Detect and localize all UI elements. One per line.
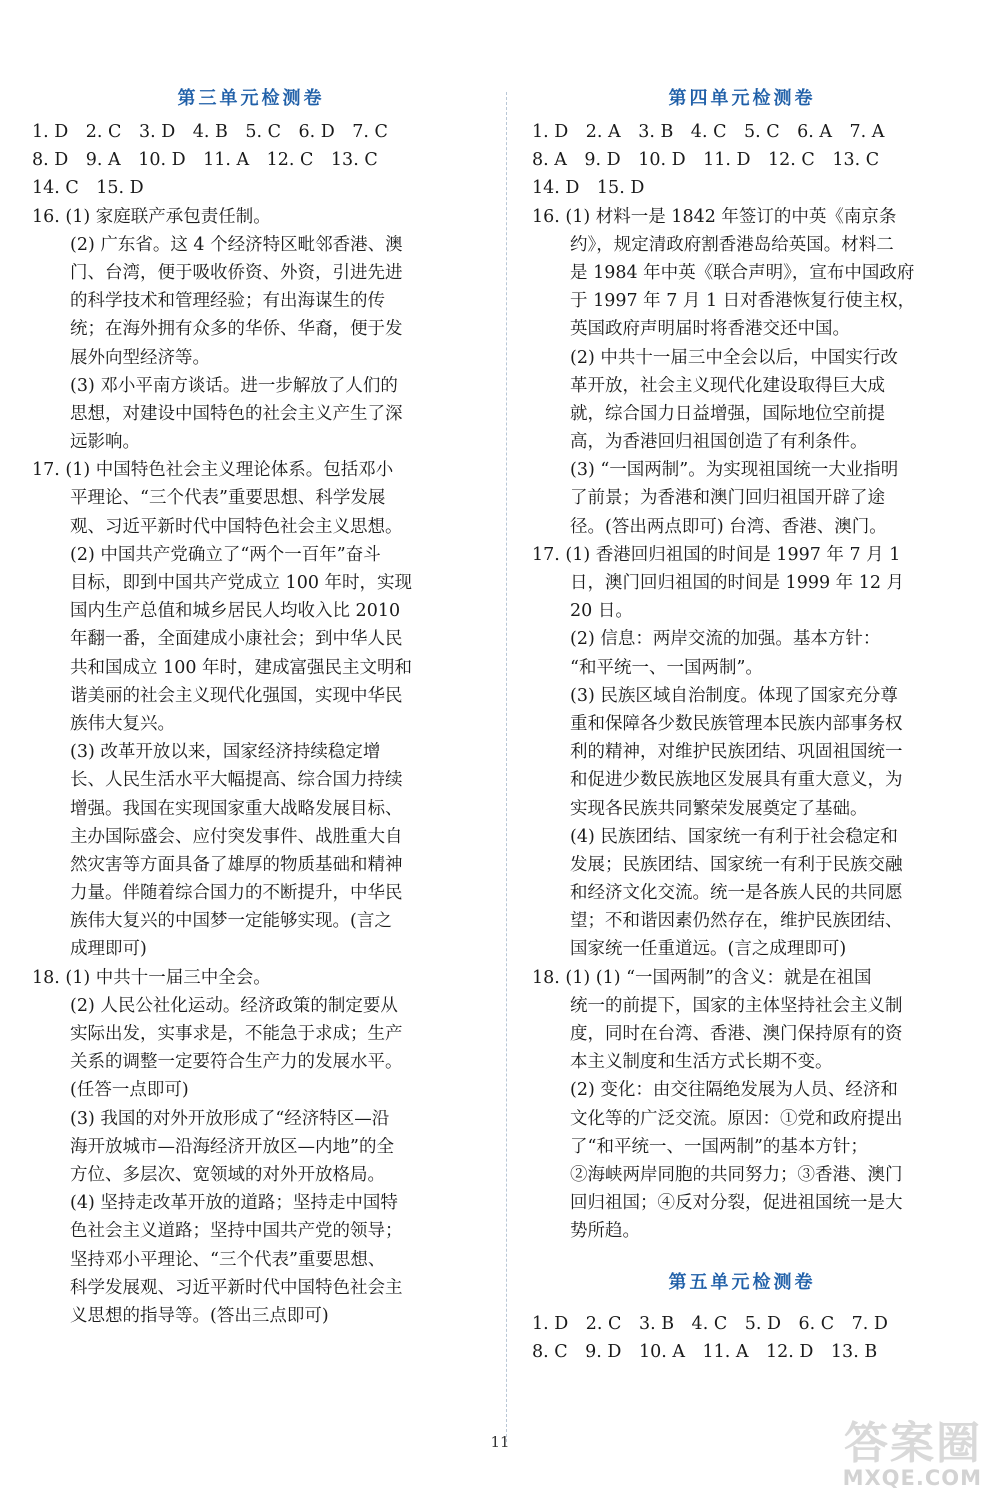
answer-line: 约》，规定清政府割香港岛给英国。材料二 [570, 234, 894, 255]
answer-line: 方位、多层次、宽领域的对外开放格局。 [70, 1164, 385, 1185]
answer-line: (2) 广东省。这 4 个经济特区毗邻香港、澳 [70, 234, 403, 255]
answer-line: 高，为香港回归祖国创造了有利条件。 [570, 432, 868, 453]
answer-line: 径。(答出两点即可) 台湾、香港、澳门。 [570, 516, 887, 537]
answer-line: 就，综合国力日益增强，国际地位空前提 [570, 403, 885, 424]
answer-line: 平理论、“三个代表”重要思想、科学发展 [70, 488, 386, 509]
answer-line: 展外向型经济等。 [70, 347, 210, 368]
answer-line: 思想，对建设中国特色的社会主义产生了深 [70, 403, 403, 424]
answer-line: 18. (1) (1) “一国两制”的含义：就是在祖国 [532, 967, 872, 988]
answer-line: “和平统一、一国两制”。 [570, 657, 763, 678]
answer-line: 于 1997 年 7 月 1 日对香港恢复行使主权， [570, 291, 916, 312]
answer-line: 文化等的广泛交流。原因：①党和政府提出 [570, 1108, 903, 1129]
answer-line: 族伟大复兴。 [70, 713, 175, 734]
answer-line: 日，澳门回归祖国的时间是 1999 年 12 月 [570, 573, 905, 593]
answer-line: ②海峡两岸同胞的共同努力；③香港、澳门 [570, 1164, 903, 1185]
column-divider [506, 92, 507, 1442]
unit3-answers [32, 118, 470, 1330]
answer-line: 然灾害等方面具备了雄厚的物质基础和精神 [70, 854, 403, 875]
answer-line: 本主义制度和生活方式长期不变。 [570, 1052, 833, 1073]
unit5-answers [532, 1310, 952, 1366]
answer-line: 英国政府声明届时将香港交还中国。 [570, 319, 850, 340]
answer-line: 势所趋。 [570, 1221, 640, 1242]
answer-line: 8. A 9. D 10. D 11. D 12. C 13. C [532, 150, 880, 171]
answer-line: 17. (1) 中国特色社会主义理论体系。包括邓小 [32, 460, 394, 481]
answer-line: 实际出发，实事求是，不能急于求成；生产 [70, 1024, 403, 1044]
answer-line: 观、习近平新时代中国特色社会主义思想。 [70, 516, 403, 537]
answer-line: 和促进少数民族地区发展具有重大意义，为 [570, 770, 903, 791]
watermark-logo [832, 1418, 982, 1500]
left-column [32, 80, 470, 1330]
answer-line: 谐美丽的社会主义现代化强国，实现中华民 [70, 685, 403, 706]
answer-line: 国内生产总值和城乡居民人均收入比 2010 [70, 601, 401, 622]
answer-line: 远影响。 [70, 432, 140, 453]
answer-line: 17. (1) 香港回归祖国的时间是 1997 年 7 月 1 [532, 544, 901, 565]
answer-line: 1. D 2. A 3. B 4. C 5. C 6. A 7. A [532, 122, 885, 142]
answer-line: (3) 改革开放以来，国家经济持续稳定增 [70, 742, 381, 763]
watermark-logo-text: 答案圈 [844, 1418, 982, 1469]
answer-line: 了“和平统一、一国两制”的基本方针； [570, 1136, 868, 1157]
answer-line: (2) 变化：由交往隔绝发展为人员、经济和 [570, 1080, 898, 1101]
answer-line: 实现各民族共同繁荣发展奠定了基础。 [570, 798, 868, 819]
answer-line: 8. D 9. A 10. D 11. A 12. C 13. C [32, 150, 378, 171]
answer-line: 共和国成立 100 年时，建成富强民主文明和 [70, 657, 413, 678]
answer-line: (4) 坚持走改革开放的道路；坚持走中国特 [70, 1193, 398, 1214]
answer-line: (3) 我国的对外开放形成了“经济特区—沿 [70, 1108, 390, 1129]
answer-line: 成理即可) [70, 939, 147, 960]
answer-line: (3) “一国两制”。为实现祖国统一大业指明 [570, 460, 899, 481]
answer-line: 20 日。 [570, 601, 633, 622]
answer-line: 年翻一番，全面建成小康社会；到中华人民 [70, 629, 403, 650]
answer-line: 门、台湾，便于吸收侨资、外资，引进先进 [70, 262, 403, 283]
answer-line: 1. D 2. C 3. B 4. C 5. D 6. C 7. D [532, 1313, 888, 1334]
answer-line: (3) 民族区域自治制度。体现了国家充分尊 [570, 685, 898, 706]
unit5-heading: 第五单元检测卷 [668, 1271, 816, 1293]
answer-line: 国家统一任重道远。(言之成理即可) [570, 939, 847, 960]
answer-line: (2) 信息：两岸交流的加强。基本方针： [570, 629, 881, 650]
answer-line: 力量。伴随着综合国力的不断提升，中华民 [70, 883, 403, 904]
answer-line: 色社会主义道路；坚持中国共产党的领导； [70, 1221, 403, 1242]
unit4-heading: 第四单元检测卷 [668, 88, 816, 109]
answer-line: 坚持邓小平理论、“三个代表”重要思想、 [70, 1249, 386, 1270]
answer-line: 革开放，社会主义现代化建设取得巨大成 [570, 375, 885, 396]
answer-line: (3) 邓小平南方谈话。进一步解放了人们的 [70, 375, 398, 396]
answer-line: 重和保障各少数民族管理本民族内部事务权 [570, 713, 903, 734]
answer-line: 和经济文化交流。统一是各族人民的共同愿 [570, 883, 903, 904]
page-number: 11 [490, 1433, 510, 1451]
answer-line: 14. D 15. D [532, 178, 645, 199]
answer-line: 义思想的指导等。(答出三点即可) [70, 1305, 329, 1326]
unit3-heading: 第三单元检测卷 [177, 88, 325, 109]
answer-line: (2) 中国共产党确立了“两个一百年”奋斗 [70, 544, 381, 565]
answer-line: 16. (1) 家庭联产承包责任制。 [32, 206, 271, 227]
answer-line: 望；不和谐因素仍然存在，维护民族团结、 [570, 911, 903, 932]
answer-line: 是 1984 年中英《联合声明》，宣布中国政府 [570, 262, 915, 283]
right-column [532, 80, 952, 1366]
answer-line: (任答一点即可) [70, 1080, 189, 1101]
answer-line: 16. (1) 材料一是 1842 年签订的中英《南京条 [532, 206, 897, 227]
answer-line: 海开放城市—沿海经济开放区—内地”的全 [70, 1136, 394, 1157]
answer-line: 发展；民族团结、国家统一有利于民族交融 [570, 854, 903, 875]
answer-line: 回归祖国；④反对分裂，促进祖国统一是大 [570, 1193, 903, 1214]
answer-line: 统一的前提下，国家的主体坚持社会主义制 [570, 995, 903, 1016]
answer-line: 了前景；为香港和澳门回归祖国开辟了途 [570, 488, 885, 509]
answer-line: 增强。我国在实现国家重大战略发展目标、 [70, 798, 403, 819]
answer-line: 统；在海外拥有众多的华侨、华裔，便于发 [70, 319, 403, 340]
answer-line: 的科学技术和管理经验；有出海谋生的传 [70, 291, 385, 312]
answer-line: 度，同时在台湾、香港、澳门保持原有的资 [570, 1024, 903, 1044]
answer-line: (2) 人民公社化运动。经济政策的制定要从 [70, 995, 398, 1016]
answer-line: 目标，即到中国共产党成立 100 年时，实现 [70, 573, 413, 593]
answer-line: 14. C 15. D [32, 178, 144, 199]
answer-line: 1. D 2. C 3. D 4. B 5. C 6. D 7. C [32, 122, 388, 142]
answer-line: 主办国际盛会、应付突发事件、战胜重大自 [70, 826, 403, 847]
watermark-site-text: MXQE.COM [842, 1466, 982, 1490]
unit4-answers [532, 118, 952, 1246]
answer-line: 利的精神，对维护民族团结、巩固祖国统一 [570, 742, 903, 763]
answer-line: 关系的调整一定要符合生产力的发展水平。 [70, 1052, 403, 1073]
answer-line: (2) 中共十一届三中全会以后，中国实行改 [570, 347, 898, 368]
answer-line: 18. (1) 中共十一届三中全会。 [32, 967, 271, 988]
answer-line: 科学发展观、习近平新时代中国特色社会主 [70, 1277, 403, 1298]
answer-line: (4) 民族团结、国家统一有利于社会稳定和 [570, 826, 898, 847]
answer-line: 族伟大复兴的中国梦一定能够实现。(言之 [70, 911, 392, 932]
answer-line: 长、人民生活水平大幅提高、综合国力持续 [70, 770, 403, 791]
answer-line: 8. C 9. D 10. A 11. A 12. D 13. B [532, 1341, 878, 1362]
